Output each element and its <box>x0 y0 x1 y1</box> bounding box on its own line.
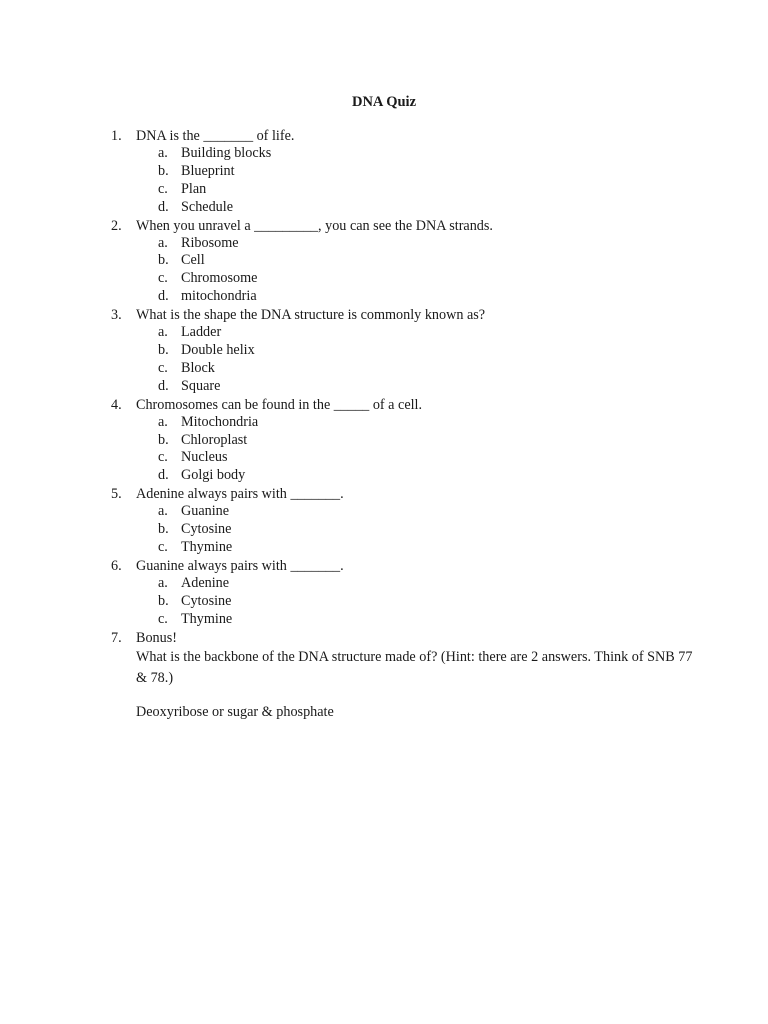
bonus-question-text: What is the backbone of the DNA structure made of? (Hint: there are 2 answers. Think of SNB 77 & 78.) <box>136 648 693 686</box>
question-7-bonus <box>0 629 768 721</box>
option-letter: a. <box>158 324 168 341</box>
option-letter: b. <box>158 162 169 179</box>
option-text: mitochondria <box>181 288 257 305</box>
option-text: Double helix <box>181 342 255 359</box>
option-text: Cytosine <box>181 592 232 609</box>
question-row <box>0 306 768 324</box>
question-text: Adenine always pairs with _______. <box>136 486 344 503</box>
option-text: Building blocks <box>181 145 272 161</box>
bonus-answer: Deoxyribose or sugar & phosphate <box>136 703 334 720</box>
option-letter: b. <box>158 592 169 609</box>
option-letter: a. <box>158 574 168 591</box>
question-number: 2. <box>111 217 122 234</box>
question-row <box>0 485 768 503</box>
option-letter: c. <box>158 539 168 556</box>
option-item <box>0 342 768 360</box>
question-4 <box>0 396 768 486</box>
option-letter: b. <box>158 252 169 269</box>
option-text: Schedule <box>181 198 234 215</box>
option-item <box>0 467 768 485</box>
option-letter: a. <box>158 503 168 520</box>
question-text: DNA is the _______ of life. <box>136 128 295 144</box>
question-text: What is the shape the DNA structure is commonly known as? <box>136 307 486 324</box>
question-1 <box>0 127 768 217</box>
question-row <box>0 557 768 575</box>
question-number: 7. <box>111 629 122 646</box>
option-letter: a. <box>158 234 168 251</box>
option-item <box>0 503 768 521</box>
option-item <box>0 181 768 199</box>
option-text: Mitochondria <box>181 413 259 430</box>
option-text: Thymine <box>181 610 233 627</box>
option-item <box>0 252 768 270</box>
option-text: Golgi body <box>181 467 246 484</box>
option-letter: d. <box>158 377 169 394</box>
option-item <box>0 593 768 611</box>
question-number: 4. <box>111 396 122 413</box>
option-item <box>0 521 768 539</box>
option-letter: b. <box>158 521 169 538</box>
option-text: Cell <box>181 252 205 269</box>
option-letter: d. <box>158 198 169 215</box>
question-list <box>0 127 768 721</box>
option-letter: c. <box>158 270 168 287</box>
question-text: Chromosomes can be found in the _____ of a cell. <box>136 396 423 413</box>
option-text: Thymine <box>181 539 233 556</box>
option-text: Nucleus <box>181 449 228 466</box>
option-letter: d. <box>158 467 169 484</box>
option-item <box>0 145 768 163</box>
option-item <box>0 539 768 557</box>
option-item <box>0 378 768 396</box>
option-item <box>0 360 768 378</box>
question-row <box>0 127 768 145</box>
option-text: Chloroplast <box>181 431 248 448</box>
option-text: Cytosine <box>181 521 232 538</box>
option-letter: c. <box>158 449 168 466</box>
option-item <box>0 324 768 342</box>
option-text: Square <box>181 377 221 394</box>
option-item <box>0 414 768 432</box>
option-text: Adenine <box>181 574 230 591</box>
question-row <box>0 629 768 647</box>
option-item <box>0 288 768 306</box>
option-item <box>0 575 768 593</box>
option-item <box>0 163 768 181</box>
option-text: Guanine <box>181 503 230 520</box>
question-number: 5. <box>111 486 122 503</box>
question-6 <box>0 557 768 629</box>
option-letter: d. <box>158 288 169 305</box>
bonus-label: Bonus! <box>136 629 177 646</box>
option-text: Block <box>181 359 215 376</box>
question-number: 1. <box>111 128 122 144</box>
option-text: Ladder <box>181 324 222 341</box>
option-text: Plan <box>181 180 207 197</box>
question-row <box>0 217 768 235</box>
option-item <box>0 270 768 288</box>
question-number: 6. <box>111 557 122 574</box>
option-letter: c. <box>158 180 168 197</box>
question-5 <box>0 485 768 557</box>
question-2 <box>0 217 768 307</box>
option-text: Blueprint <box>181 162 235 179</box>
page-title: DNA Quiz <box>351 94 417 110</box>
option-item <box>0 235 768 253</box>
option-letter: a. <box>158 413 168 430</box>
option-item <box>0 449 768 467</box>
option-item <box>0 199 768 217</box>
option-item <box>0 611 768 629</box>
question-3 <box>0 306 768 396</box>
option-text: Ribosome <box>181 234 239 251</box>
question-text: When you unravel a _________, you can see the DNA strands. <box>136 217 493 234</box>
option-letter: b. <box>158 342 169 359</box>
option-item <box>0 432 768 450</box>
question-number: 3. <box>111 307 122 324</box>
option-letter: b. <box>158 431 169 448</box>
question-row <box>0 396 768 414</box>
option-letter: a. <box>158 145 168 161</box>
option-letter: c. <box>158 359 168 376</box>
option-text: Chromosome <box>181 270 258 287</box>
option-letter: c. <box>158 610 168 627</box>
question-text: Guanine always pairs with _______. <box>136 557 344 574</box>
